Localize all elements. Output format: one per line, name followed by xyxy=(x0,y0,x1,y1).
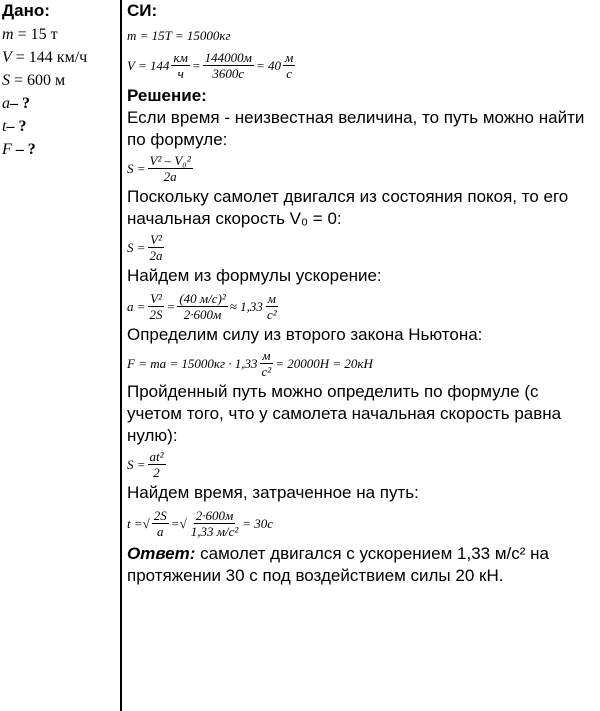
given-mass: m = 15 т xyxy=(2,26,58,43)
answer-text: самолет двигался с ускорением 1,33 м/с² на протяжении 30 с под воздействием силы 20 кН. xyxy=(127,544,549,585)
unknown-time: t– ? xyxy=(2,118,27,135)
given-column xyxy=(2,0,118,160)
paragraph-2: Поскольку самолет двигался из состояния покоя, то его начальная скорость V₀ = 0: xyxy=(127,187,569,228)
formula-1: S = $\frac{\text{V² – V₀²}}{2a}$ xyxy=(127,153,191,184)
si-mass-formula: m = 15T = 15000кг xyxy=(127,28,231,43)
formula-2: S = $\frac{\text{V²}}{2a}$ xyxy=(127,232,163,263)
formula-4: F = ma = 15000кг · 1,33 $\frac{м}{\text{с²}}$ = 20000Н = 20кН xyxy=(127,348,373,379)
formula-3: a = $\frac{\text{V²}}{2S}$ = $\frac{\text{(40 м/с)²}}{2\cdot 600м}$ ≈ 1,33 $\frac{м}{\text{с²}}$ xyxy=(127,291,277,322)
paragraph-5: Пройденный путь можно определить по формуле (с учетом того, что у самолета начальная скорость равна нулю): xyxy=(127,382,562,445)
answer-label: Ответ: xyxy=(127,544,196,563)
given-header: Дано: xyxy=(2,1,50,20)
paragraph-6: Найдем время, затраченное на путь: xyxy=(127,483,419,502)
paragraph-4: Определим силу из второго закона Ньютона: xyxy=(127,325,483,344)
paragraph-1: Если время - неизвестная величина, то путь можно найти по формуле: xyxy=(127,108,585,149)
main-column xyxy=(127,0,597,587)
solution-header: Решение: xyxy=(127,86,207,105)
unknown-force: F – ? xyxy=(2,141,36,158)
answer xyxy=(127,543,597,587)
given-distance: S = 600 м xyxy=(2,72,66,89)
formula-5: S = $\frac{\text{at²}}{2}$ xyxy=(127,449,164,480)
formula-6: t = √ $\frac{2S}{a}$ = √ $\frac{2\cdot 600м}{\text{1,33 м/с²}}$ = 30с xyxy=(127,508,274,539)
given-velocity: V = 144 км/ч xyxy=(2,49,88,66)
si-velocity-formula: V = 144 $\frac{км}{ч}$ = $\frac{144000м}{3600с}$ = 40 $\frac{м}{с}$ xyxy=(127,50,294,81)
si-header: СИ: xyxy=(127,1,158,20)
unknown-acceleration: a– ? xyxy=(2,95,30,112)
paragraph-3: Найдем из формулы ускорение: xyxy=(127,266,382,285)
column-divider xyxy=(120,0,122,711)
